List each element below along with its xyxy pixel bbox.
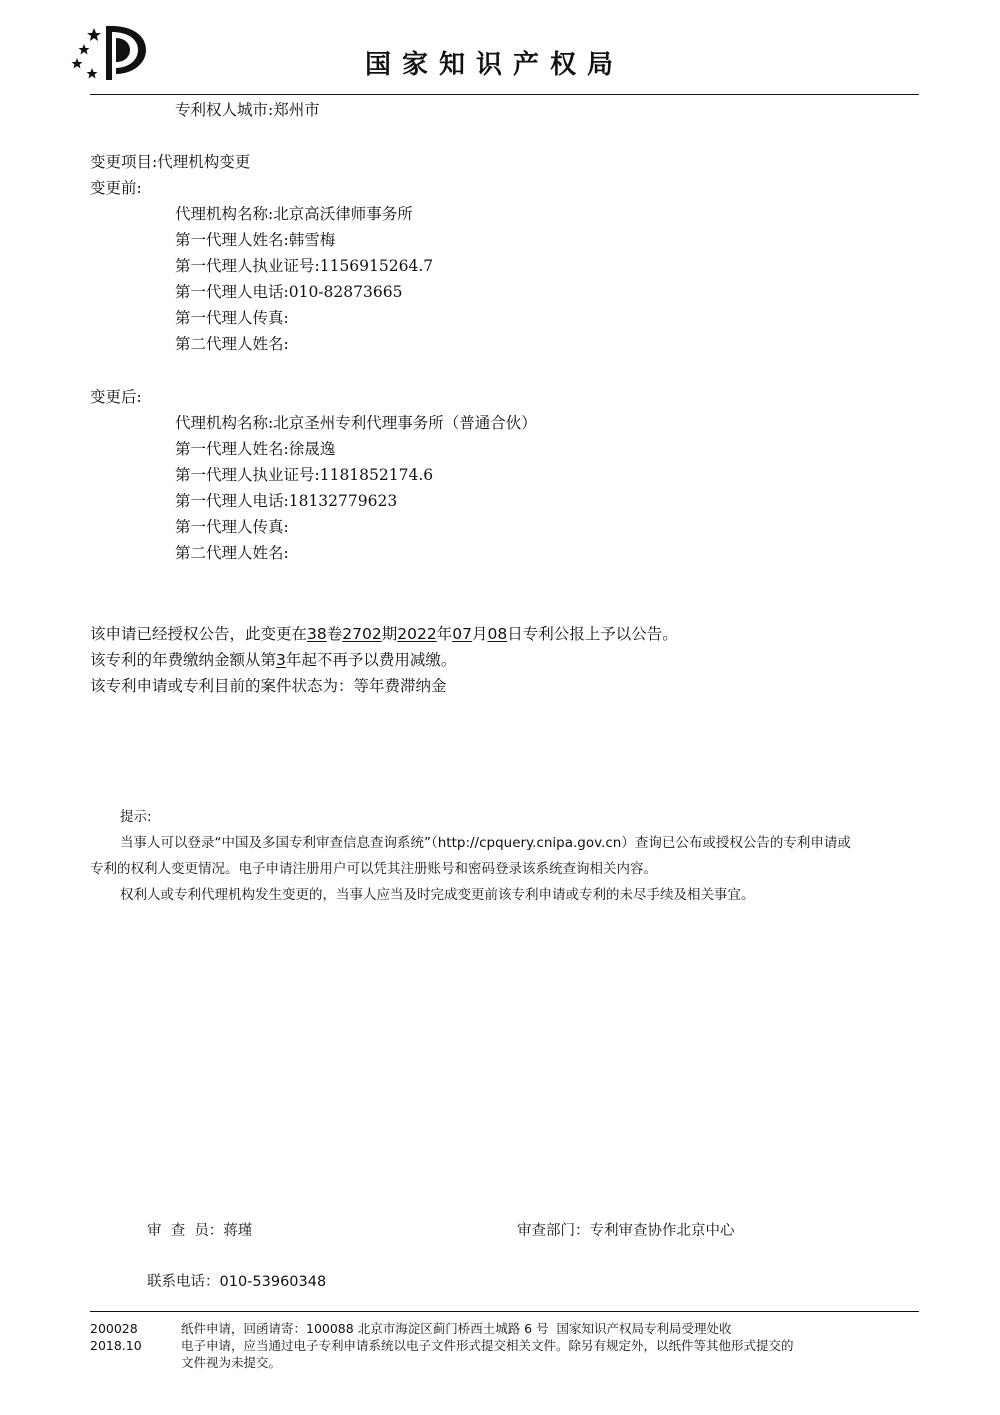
header-divider xyxy=(90,94,919,95)
case-status: 该专利申请或专利目前的案件状态为：等年费滞纳金 xyxy=(90,677,447,695)
examiner: 审 查 员：蒋瑾 xyxy=(147,1223,253,1239)
notice-text: 年起不再予以费用减缴。 xyxy=(285,651,457,669)
tips-line-2: 专利的权利人变更情况。电子申请注册用户可以凭其注册账号和密码登录该系统查询相关内容。 xyxy=(90,861,657,877)
after-first-agent-license: 第一代理人执业证号:1181852174.6 xyxy=(175,466,434,484)
tips-line-1: 当事人可以登录“中国及多国专利审查信息查询系统”（http://cpquery.cnipa.gov.cn）查询已公布或授权公告的专利申请或 xyxy=(120,835,851,851)
cnipa-logo-icon xyxy=(68,22,150,84)
notice-text: 期 xyxy=(381,625,398,643)
gazette-volume: 38 xyxy=(307,625,327,643)
form-code: 200028 xyxy=(90,1321,138,1336)
notice-text: 月 xyxy=(471,625,488,643)
fee-reduction-notice xyxy=(90,649,456,671)
contact-phone: 联系电话：010-53960348 xyxy=(147,1274,327,1290)
examination-department: 审查部门：专利审查协作北京中心 xyxy=(517,1223,735,1239)
footer-line-3: 文件视为未提交。 xyxy=(181,1355,282,1370)
after-first-agent-name: 第一代理人姓名:徐晟逸 xyxy=(175,440,336,458)
gazette-year: 2022 xyxy=(397,625,437,643)
after-label: 变更后: xyxy=(90,388,142,406)
fee-year-number: 3 xyxy=(276,651,286,669)
notice-text: 年 xyxy=(436,625,453,643)
before-label: 变更前: xyxy=(90,179,142,197)
notice-text: 日专利公报上予以公告。 xyxy=(507,625,678,643)
change-item: 变更项目:代理机构变更 xyxy=(90,153,251,171)
tips-label: 提示: xyxy=(120,809,152,825)
document-title: 国家知识产权局 xyxy=(365,50,625,80)
before-first-agent-license: 第一代理人执业证号:1156915264.7 xyxy=(175,257,434,275)
notice-text: 该申请已经授权公告，此变更在 xyxy=(90,625,308,643)
after-agency-name: 代理机构名称:北京圣州专利代理事务所（普通合伙） xyxy=(175,414,537,432)
gazette-day: 08 xyxy=(487,625,508,643)
footer-divider xyxy=(90,1311,919,1312)
after-first-agent-fax: 第一代理人传真: xyxy=(175,518,289,536)
before-first-agent-fax: 第一代理人传真: xyxy=(175,309,289,327)
notice-text: 卷 xyxy=(326,625,343,643)
gazette-month: 07 xyxy=(452,625,472,643)
before-second-agent-name: 第二代理人姓名: xyxy=(175,335,289,353)
patentee-city: 专利权人城市:郑州市 xyxy=(175,101,320,119)
gazette-notice xyxy=(90,623,678,645)
footer-line-2: 电子申请，应当通过电子专利申请系统以电子文件形式提交相关文件。除另有规定外，以纸件等其他形式提交的 xyxy=(181,1338,794,1353)
before-first-agent-name: 第一代理人姓名:韩雪梅 xyxy=(175,231,336,249)
tips-line-3: 权利人或专利代理机构发生变更的，当事人应当及时完成变更前该专利申请或专利的未尽手续及相关事宜。 xyxy=(120,887,755,903)
before-agency-name: 代理机构名称:北京高沃律师事务所 xyxy=(175,205,413,223)
before-first-agent-phone: 第一代理人电话:010-82873665 xyxy=(175,283,403,301)
footer-line-1: 纸件申请，回函请寄：100088 北京市海淀区蓟门桥西土城路 6 号 国家知识产权局专利局受理处收 xyxy=(181,1321,732,1336)
notice-text: 该专利的年费缴纳金额从第 xyxy=(90,651,277,669)
after-second-agent-name: 第二代理人姓名: xyxy=(175,544,289,562)
form-version: 2018.10 xyxy=(90,1338,142,1353)
after-first-agent-phone: 第一代理人电话:18132779623 xyxy=(175,492,398,510)
gazette-issue: 2702 xyxy=(342,625,382,643)
